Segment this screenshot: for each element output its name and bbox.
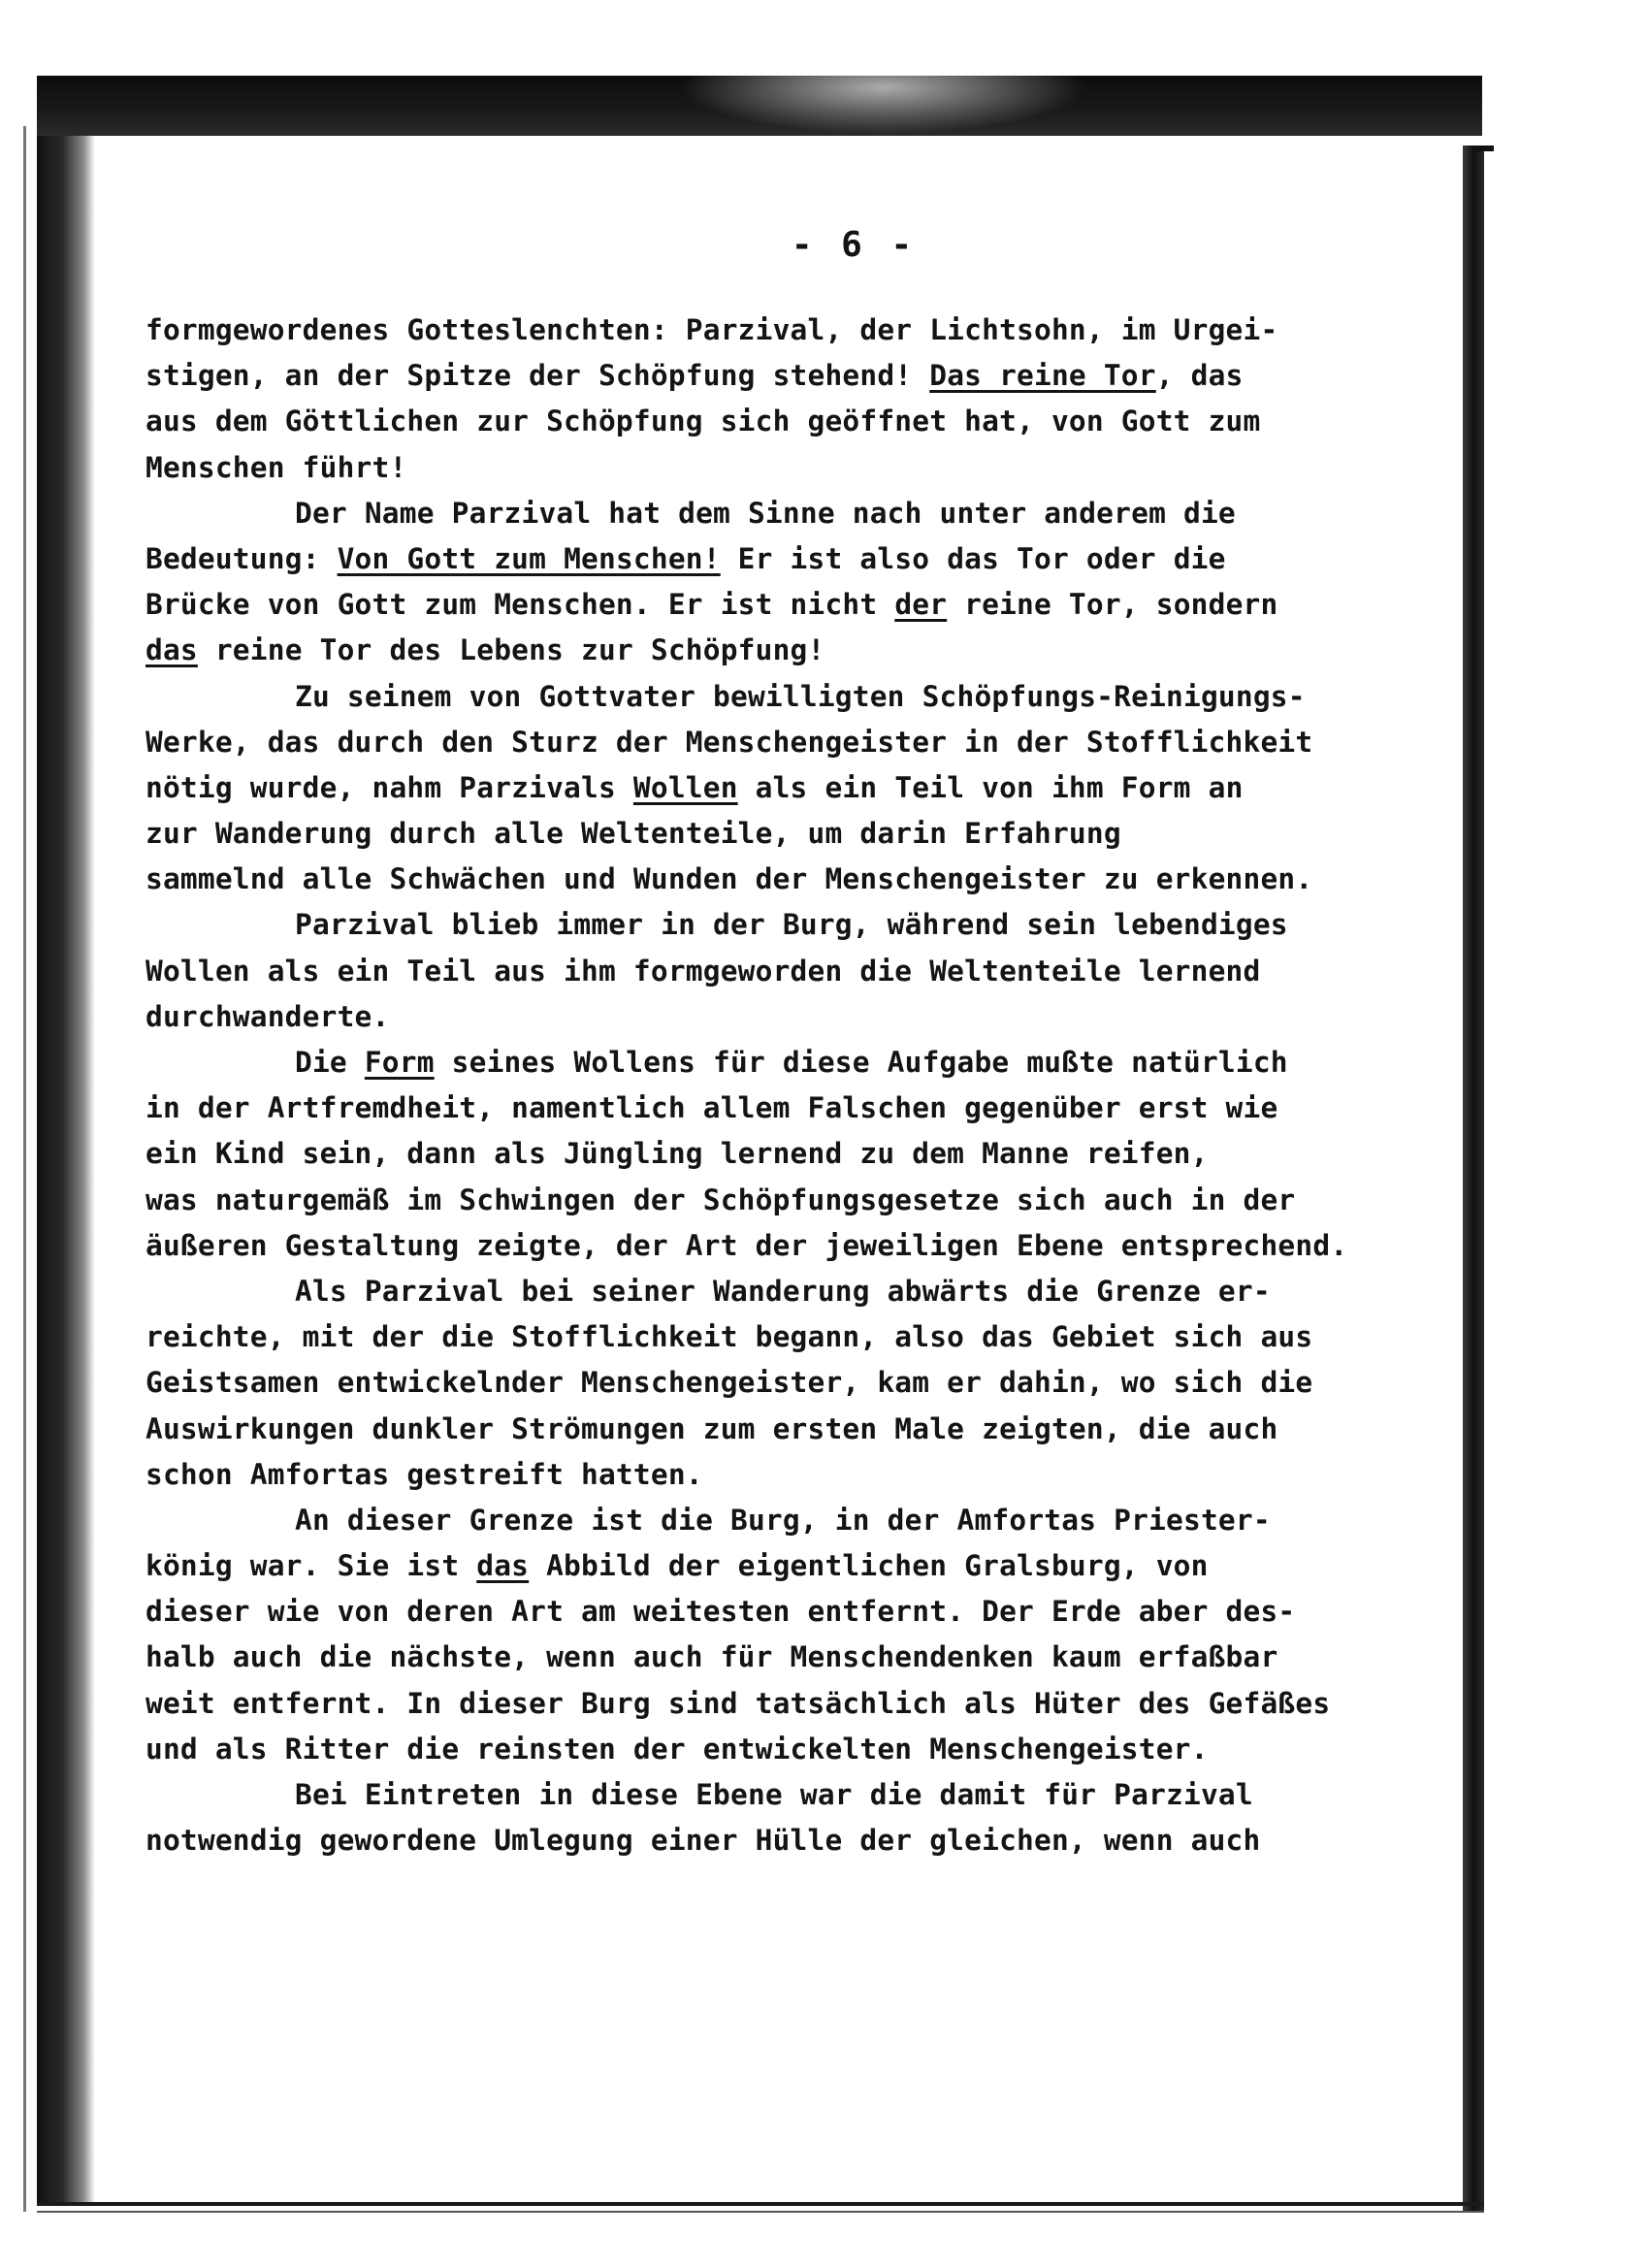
text-line: Auswirkungen dunkler Strömungen zum ersten Male zeigten, die auch [146,1411,1278,1445]
scan-left-rule [23,126,26,2212]
underlined-phrase: Von Gott zum Menschen! [337,541,721,575]
text-line: Menschen führt! [146,450,407,484]
scan-top-glare [679,76,1086,134]
text-line: halb auch die nächste, wenn auch für Menschendenken kaum erfaßbar [146,1640,1278,1674]
underlined-phrase: Wollen [632,770,738,804]
text-line: Bedeutung: Von Gott zum Menschen! Er ist also das Tor oder die [146,541,1226,575]
scan-right-edge [1463,146,1484,2212]
underlined-phrase: das [146,633,198,667]
text-line: durchwanderte. [146,999,390,1033]
text-line: Als Parzival bei seiner Wanderung abwärts die Grenze er- [295,1274,1271,1308]
text-line: reichte, mit der die Stofflichkeit begann, also das Gebiet sich aus [146,1320,1313,1354]
text-line: Bei Eintreten in diese Ebene war die damit für Parzival [295,1778,1253,1811]
typewritten-page [146,213,1436,1863]
text-line: Der Name Parzival hat dem Sinne nach unter anderem die [295,496,1236,530]
text-line: weit entfernt. In dieser Burg sind tatsächlich als Hüter des Gefäßes [146,1686,1331,1720]
underlined-phrase: Das reine Tor [929,359,1156,393]
text-line: Brücke von Gott zum Menschen. Er ist nicht der reine Tor, sondern [146,588,1278,622]
text-line: Geistsamen entwickelnder Menschengeister, kam er dahin, wo sich die [146,1366,1313,1400]
page-number: - 6 - [791,225,917,265]
text-line: in der Artfremdheit, namentlich allem Falschen gegenüber erst wie [146,1091,1278,1125]
scan-left-binding-edge [37,136,95,2202]
scan-bottom-edge-shadow [37,2211,1484,2213]
text-line: formgewordenes Gotteslenchten: Parzival, der Lichtsohn, im Urgei- [146,313,1278,346]
text-line: Wollen als ein Teil aus ihm formgeworden die Weltenteile lernend [146,954,1261,988]
scan-bottom-edge [37,2202,1484,2206]
underlined-phrase: der [894,588,948,622]
text-line: schon Amfortas gestreift hatten. [146,1457,703,1491]
text-line: dieser wie von deren Art am weitesten entfernt. Der Erde aber des- [146,1595,1296,1629]
text-line: was naturgemäß im Schwingen der Schöpfungsgesetze sich auch in der [146,1183,1296,1216]
text-line: zur Wanderung durch alle Weltenteile, um darin Erfahrung [146,817,1121,851]
text-line: sammelnd alle Schwächen und Wunden der Menschengeister zu erkennen. [146,862,1313,896]
text-line: stigen, an der Spitze der Schöpfung stehend! Das reine Tor, das [146,359,1244,393]
text-line: Zu seinem von Gottvater bewilligten Schöpfungs-Reinigungs- [295,679,1306,713]
text-line: das reine Tor des Lebens zur Schöpfung! [146,633,825,667]
text-line: könig war. Sie ist das Abbild der eigentlichen Gralsburg, von [146,1549,1209,1583]
text-line: An dieser Grenze ist die Burg, in der Amfortas Priester- [295,1503,1271,1537]
text-line: und als Ritter die reinsten der entwickelten Menschengeister. [146,1732,1209,1766]
text-line: notwendig gewordene Umlegung einer Hülle der gleichen, wenn auch [146,1824,1261,1858]
text-line: Die Form seines Wollens für diese Aufgabe mußte natürlich [295,1046,1288,1079]
text-line: Werke, das durch den Sturz der Menschengeister in der Stofflichkeit [146,725,1313,759]
text-line: nötig wurde, nahm Parzivals Wollen als ein Teil von ihm Form an [146,770,1244,804]
page-body [146,308,1436,1863]
scan-right-tick [1472,146,1494,151]
text-line: Parzival blieb immer in der Burg, während sein lebendiges [295,908,1288,942]
underlined-phrase: das [476,1549,530,1583]
text-line: ein Kind sein, dann als Jüngling lernend zu dem Manne reifen, [146,1137,1209,1171]
underlined-phrase: Form [364,1046,435,1079]
text-line: aus dem Göttlichen zur Schöpfung sich geöffnet hat, von Gott zum [146,405,1261,438]
text-line: äußeren Gestaltung zeigte, der Art der jeweiligen Ebene entsprechend. [146,1228,1348,1262]
